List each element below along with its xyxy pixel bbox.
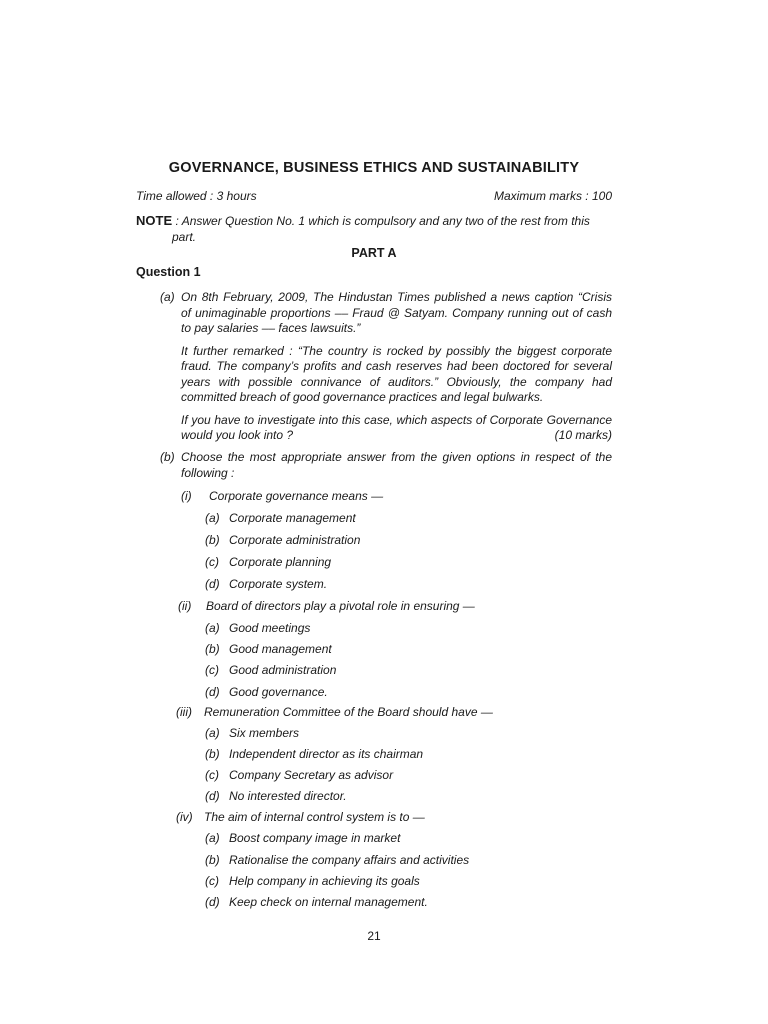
option-text: Company Secretary as advisor <box>229 768 394 782</box>
text-line: committed breach of good governance practices and legal bulwarks. <box>181 390 544 404</box>
option-text: Boost company image in market <box>229 831 401 845</box>
text-line: On 8th February, 2009, The Hindustan Times published a news caption “Crisis <box>181 290 612 304</box>
sub-question-iv <box>176 810 425 824</box>
question-1b-marker: (b) <box>160 450 175 464</box>
option-text: Help company in achieving its goals <box>229 874 420 888</box>
text-line: would you look into ? <box>181 428 294 442</box>
option-item <box>205 533 360 547</box>
option-marker: (c) <box>205 663 219 677</box>
page-number: 21 <box>367 929 381 943</box>
question-1b <box>160 450 612 481</box>
option-marker: (b) <box>205 747 220 761</box>
option-marker: (b) <box>205 533 220 547</box>
question-1a-paragraph-2 <box>181 344 612 406</box>
question-heading: Question 1 <box>136 265 201 279</box>
text-line: If you have to investigate into this case, which aspects of Corporate Governance <box>181 412 612 427</box>
sub-question-stem: Corporate governance means — <box>209 489 384 503</box>
exam-meta <box>136 189 612 203</box>
option-marker: (d) <box>205 789 220 803</box>
document-page <box>136 0 612 1024</box>
option-marker: (c) <box>205 768 219 782</box>
sub-question-stem: Board of directors play a pivotal role in ensuring — <box>206 599 475 613</box>
question-1a-paragraph-1 <box>181 290 612 337</box>
option-marker: (a) <box>205 831 220 845</box>
option-item <box>205 768 393 782</box>
option-text: Six members <box>229 726 300 740</box>
option-text: Corporate administration <box>229 533 361 547</box>
option-item <box>205 874 420 888</box>
option-item <box>205 789 347 803</box>
sub-question-ii <box>178 599 475 613</box>
option-item <box>205 831 400 845</box>
option-text: Keep check on internal management. <box>229 895 428 909</box>
option-item <box>205 642 332 656</box>
sub-question-marker: (iii) <box>176 705 192 719</box>
option-item <box>205 621 310 635</box>
sub-question-i <box>181 489 383 503</box>
option-item <box>205 895 428 909</box>
question-1b-intro <box>181 450 612 481</box>
option-marker: (b) <box>205 853 220 867</box>
sub-question-stem: The aim of internal control system is to — <box>204 810 425 824</box>
option-marker: (a) <box>205 726 220 740</box>
option-text: Good administration <box>229 663 337 677</box>
text-line: to pay salaries –– faces lawsuits.” <box>181 321 361 335</box>
text-line: Choose the most appropriate answer from the given options in respect of the <box>181 450 612 464</box>
option-item <box>205 685 328 699</box>
option-text: No interested director. <box>229 789 347 803</box>
option-item <box>205 663 336 677</box>
part-heading: PART A <box>351 246 397 260</box>
option-marker: (d) <box>205 895 220 909</box>
note-text-line1: Answer Question No. 1 which is compulsory and any two of the rest from this <box>181 214 590 228</box>
text-line: It further remarked : “The country is rocked by possibly the biggest corporate <box>181 343 612 358</box>
option-marker: (d) <box>205 577 220 591</box>
page-title: GOVERNANCE, BUSINESS ETHICS AND SUSTAINABILITY <box>168 160 580 176</box>
sub-question-stem: Remuneration Committee of the Board should have — <box>204 705 493 719</box>
sub-question-marker: (iv) <box>176 810 193 824</box>
note-block <box>136 213 612 245</box>
sub-question-marker: (i) <box>181 489 192 503</box>
text-line: of unimaginable proportions –– Fraud @ Satyam. Company running out of cash <box>181 305 612 320</box>
option-text: Corporate management <box>229 511 356 525</box>
question-1a <box>160 290 612 444</box>
option-marker: (a) <box>205 511 220 525</box>
option-text: Corporate planning <box>229 555 332 569</box>
option-item <box>205 747 423 761</box>
question-1a-marks: (10 marks) <box>554 428 612 442</box>
maximum-marks: Maximum marks : 100 <box>493 189 612 203</box>
option-text: Rationalise the company affairs and activities <box>229 853 470 867</box>
note-separator: : <box>172 214 182 228</box>
option-text: Good governance. <box>229 685 328 699</box>
option-text: Good management <box>229 642 332 656</box>
option-item <box>205 511 356 525</box>
option-marker: (d) <box>205 685 220 699</box>
option-text: Good meetings <box>229 621 311 635</box>
option-item <box>205 726 299 740</box>
option-item <box>205 577 327 591</box>
option-text: Corporate system. <box>229 577 328 591</box>
text-line: following : <box>181 465 235 480</box>
note-text-line2: part. <box>172 230 197 244</box>
text-line: fraud. The company’s profits and cash reserves had been doctored for several <box>181 359 612 373</box>
option-marker: (c) <box>205 874 219 888</box>
time-allowed: Time allowed : 3 hours <box>136 189 257 203</box>
sub-question-iii <box>176 705 493 719</box>
option-item <box>205 853 469 867</box>
option-item <box>205 555 331 569</box>
option-text: Independent director as its chairman <box>229 747 424 761</box>
question-1a-paragraph-3 <box>181 413 612 444</box>
sub-question-marker: (ii) <box>178 599 192 613</box>
option-marker: (a) <box>205 621 220 635</box>
option-marker: (b) <box>205 642 220 656</box>
option-marker: (c) <box>205 555 219 569</box>
note-label: NOTE <box>136 213 173 228</box>
question-1a-marker: (a) <box>160 290 175 304</box>
text-line: years with possible connivance of auditors.” Obviously, the company had <box>181 374 612 389</box>
